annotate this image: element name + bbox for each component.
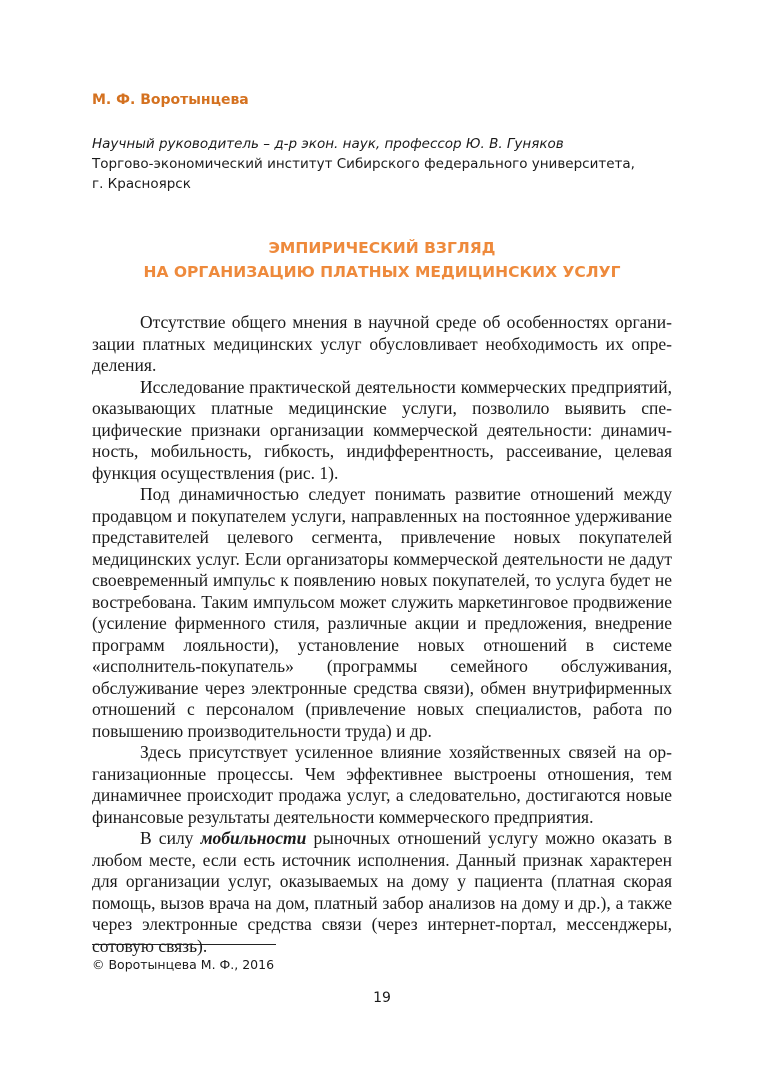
title-line-2: НА ОРГАНИЗАЦИЮ ПЛАТНЫХ МЕДИЦИНСКИХ УСЛУГ [143,263,621,281]
emphasis-term: мобильности [200,828,307,848]
footnote-divider [92,944,276,945]
copyright-footnote: © Воротынцева М. Ф., 2016 [92,957,275,972]
institute-line: Торгово-экономический институт Сибирского федерального университета, [92,156,635,172]
affiliation-block [92,134,692,194]
paragraph-5-prefix: В силу [140,828,201,848]
paragraph-5-rest: рыночных отношений услугу можно оказать в любом месте, если есть источник исполнения. Данный признак характерен для организации услуг, оказываемых на дому у пациента (платная скорая помощь, вызов врача на дом, платный забор анализов на дому и др.), а также через электронные средства связи (через интернет-портал, мессенджеры, сотовую связь). [92,828,672,956]
city-line: г. Красноярск [92,176,191,192]
paragraph-5 [92,828,672,957]
page-number: 19 [373,990,391,1006]
article-body [92,312,672,957]
paragraph-1: Отсутствие общего мнения в научной среде об особенностях организации платных медицинских услуг обусловливает необходимость их определения. [92,312,672,375]
author-name: М. Ф. Воротынцева [92,92,249,108]
paragraph-4: Здесь присутствует усиленное влияние хозяйственных связей на организационные процессы. Чем эффективнее выстроены отношения, тем динамичнее происходит продажа услуг, а следовательно, достигаются новые финансовые результаты деятельности коммерческого предприятия. [92,742,672,827]
paragraph-2: Исследование практической деятельности коммерческих предприятий, оказывающих платные медицинские услуги, позволило выявить специфические признаки организации коммерческой деятельности: динамичность, мобильность, гибкость, индифферентность, рассеивание, целевая функция осуществления (рис. 1). [92,376,672,483]
article-title [92,236,672,284]
paragraph-3: Под динамичностью следует понимать развитие отношений между продавцом и покупателем услуги, направленных на постоянное удерживание представителей целевого сегмента, привлечение новых покупателей медицинских услуг. Если организаторы коммерческой деятельности не дадут своевременный импульс к появлению новых покупателей, то услуга будет не востребована. Таким импульсом может служить маркетинговое продвижение (усиление фирменного стиля, различные акции и предложения, внедрение программ лояльности), установление новых отношений в системе «исполнитель-покупатель» (программы семейного обслуживания, обслуживание через электронные средства связи), обмен внутрифирменных отношений с персоналом (привлечение новых специалистов, работа по повышению производительности труда) и др. [92,484,672,741]
title-line-1: ЭМПИРИЧЕСКИЙ ВЗГЛЯД [268,239,496,257]
supervisor-line: Научный руководитель – д-р экон. наук, профессор Ю. В. Гуняков [92,136,564,152]
